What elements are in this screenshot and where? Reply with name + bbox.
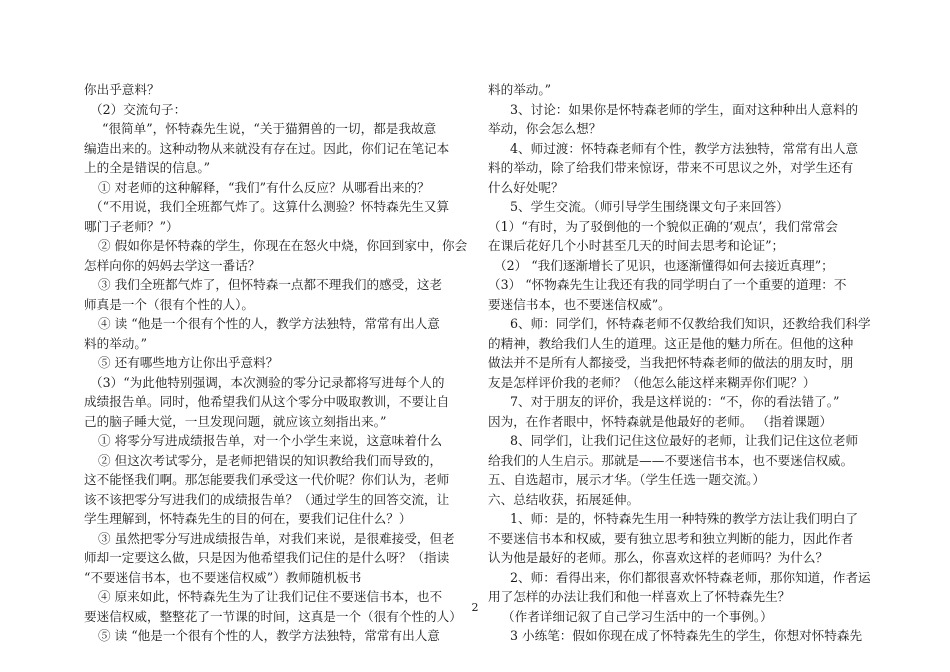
text-line: “不要迷信书本，也不要迷信权威”）教师随机板书 <box>84 569 362 585</box>
text-line: 4、师过渡：怀特森老师有个性，教学方法独特，常常有出人意 <box>510 140 859 156</box>
text-line: 2、师：看得出来，你们都很喜欢怀特森老师，那你知道，作者运 <box>510 569 871 585</box>
text-line: “很简单”，怀特森先生说，“关于猫猬兽的一切，都是我故意 <box>102 121 437 136</box>
text-line: 五、自选超市，展示才华。（学生任选一题交流。） <box>488 472 766 487</box>
text-line: 8、同学们，让我们记住这位最好的老师，让我们记住这位老师 <box>510 433 859 448</box>
text-line: ④ 原来如此，怀特森先生为了让我们记住不要迷信书本，也不 <box>98 589 443 604</box>
text-line: （2） “我们逐渐增长了见识，也逐渐懂得如何去接近真理”； <box>494 257 834 273</box>
text-line: 该不该把零分写进我们的成绩报告单？（通过学生的回答交流，让 <box>84 491 450 507</box>
text-line: 用了怎样的办法让我们和他一样喜欢上了怀特森先生？ <box>488 589 791 604</box>
text-line: 六、总结收获，拓展延伸。 <box>488 491 640 507</box>
text-line: 师真是一个（很有个性的人）。 <box>84 296 255 312</box>
text-line: 要迷信书本，也不要迷信权威”。 <box>488 296 671 312</box>
text-line: ① 对老师的这种解释，“我们”有什么反应？从哪看出来的？ <box>98 179 430 195</box>
text-line: ③ 虽然把零分写进成绩报告单，对我们来说，是很难接受，但老 <box>98 530 455 546</box>
text-line: 3 小练笔：假如你现在成了怀特森先生的学生，你想对怀特森先 <box>510 628 863 643</box>
text-line: 己的脑子睡大觉，一旦发现问题，就应该立刻指出来。” <box>84 413 387 429</box>
text-line: 的精神，教给我们人生的道理。这正是他的魅力所在。但他的这种 <box>488 335 854 351</box>
text-line: 举动，你会怎么想？ <box>488 121 602 136</box>
text-line: ⑤ 还有哪些地方让你出乎意料？ <box>98 355 279 370</box>
text-line: 友是怎样评价我的老师？（他怎么能这样来糊弄你们呢？） <box>488 374 816 390</box>
text-line: 成绩报告单。同时，他希望我们从这个零分中吸取教训，不要让自 <box>84 394 450 409</box>
text-line: 编造出来的。这种动物从来就没有存在过。因此，你们记在笔记本 <box>84 140 450 156</box>
text-line: （1）“有时，为了驳倒他的一个貌似正确的‘观点’，我们常常会 <box>488 218 838 234</box>
text-line: 6、师：同学们，怀特森老师不仅教给我们知识，还教给我们科学 <box>510 316 871 331</box>
text-line: 怎样向你的妈妈去学这一番话？ <box>84 257 261 273</box>
text-line: 哪门子老师？”） <box>84 218 179 234</box>
text-line: ① 将零分写进成绩报告单，对一个小学生来说，这意味着什么 <box>98 433 443 448</box>
text-line: （作者详细记叙了自己学习生活中的一个事例。） <box>502 608 773 624</box>
page-number: 2 <box>471 601 479 614</box>
text-line: 1、师：是的，怀特森先生用一种特殊的教学方法让我们明白了 <box>510 511 859 526</box>
text-line: 在课后花好几个小时甚至几天的时间去思考和论证”； <box>488 238 785 253</box>
text-line: 给我们的人生启示。那就是——不要迷信书本，也不要迷信权威。 <box>488 452 854 468</box>
text-line: 这不能怪我们啊。那怎能要我们承受这一代价呢？你们认为，老师 <box>84 472 450 487</box>
text-line: ④ 读 “他是一个很有个性的人，教学方法独特，常常有出人意 <box>98 316 440 331</box>
text-line: 上的全是错误的信息。” <box>84 160 211 175</box>
text-line: 什么好处呢？ <box>488 179 564 195</box>
text-line: 做法并不是所有人都接受，当我把怀特森老师的做法的朋友时，朋 <box>488 355 854 370</box>
text-line: 你出乎意料？ <box>84 82 160 97</box>
text-line: ② 假如你是怀特森的学生，你现在在怒火中烧，你回到家中，你会 <box>98 238 468 253</box>
text-line: （3）“为此他特别强调，本次测验的零分记录都将写进每个人的 <box>90 374 445 390</box>
text-line: 因为，在作者眼中，怀特森就是他最好的老师。 （指着课题） <box>488 413 833 429</box>
text-line: 要迷信权威，整整花了一节课的时间，这真是一个（很有个性的人） <box>84 608 462 624</box>
right-column <box>488 80 874 646</box>
text-line: 师却一定要这么做，只是因为他希望我们记住的是什么呀？（指读 <box>84 550 450 565</box>
text-line: 料的举动，除了给我们带来惊讶，带来不可思议之外，对学生还有 <box>488 160 854 175</box>
text-line: ③ 我们全班都气炸了，但怀特森一点都不理我们的感受，这老 <box>98 277 443 292</box>
text-line: 7、对于朋友的评价，我是这样说的：“不，你的看法错了。” <box>510 394 840 409</box>
text-line: 不要迷信书本和权威，要有独立思考和独立判断的能力，因此作者 <box>488 530 854 546</box>
text-line: （“不用说，我们全班都气炸了。这算什么测验？怀特森先生又算 <box>90 199 450 214</box>
text-line: ② 但这次考试零分，是老师把错误的知识教给我们而导致的， <box>98 452 443 468</box>
text-line: 料的举动。” <box>84 335 148 351</box>
text-line: 5、学生交流。（师引导学生围绕课文句子来回答） <box>510 199 789 214</box>
text-line: 学生理解到，怀特森先生的目的何在，要我们记住什么？） <box>84 511 412 526</box>
text-line: 料的举动。” <box>488 82 552 97</box>
text-line: （3） “怀物森先生让我还有我的同学明白了一个重要的道理：不 <box>488 277 847 292</box>
text-line: 3、讨论：如果你是怀特森老师的学生，面对这种种出人意料的 <box>510 101 859 117</box>
text-line: ⑤ 读 “他是一个很有个性的人，教学方法独特，常常有出人意 <box>98 628 440 643</box>
text-line: （2）交流句子： <box>90 101 187 117</box>
left-column <box>84 80 479 646</box>
text-line: 认为他是最好的老师。那么，你喜欢这样的老师吗？为什么？ <box>488 550 829 565</box>
